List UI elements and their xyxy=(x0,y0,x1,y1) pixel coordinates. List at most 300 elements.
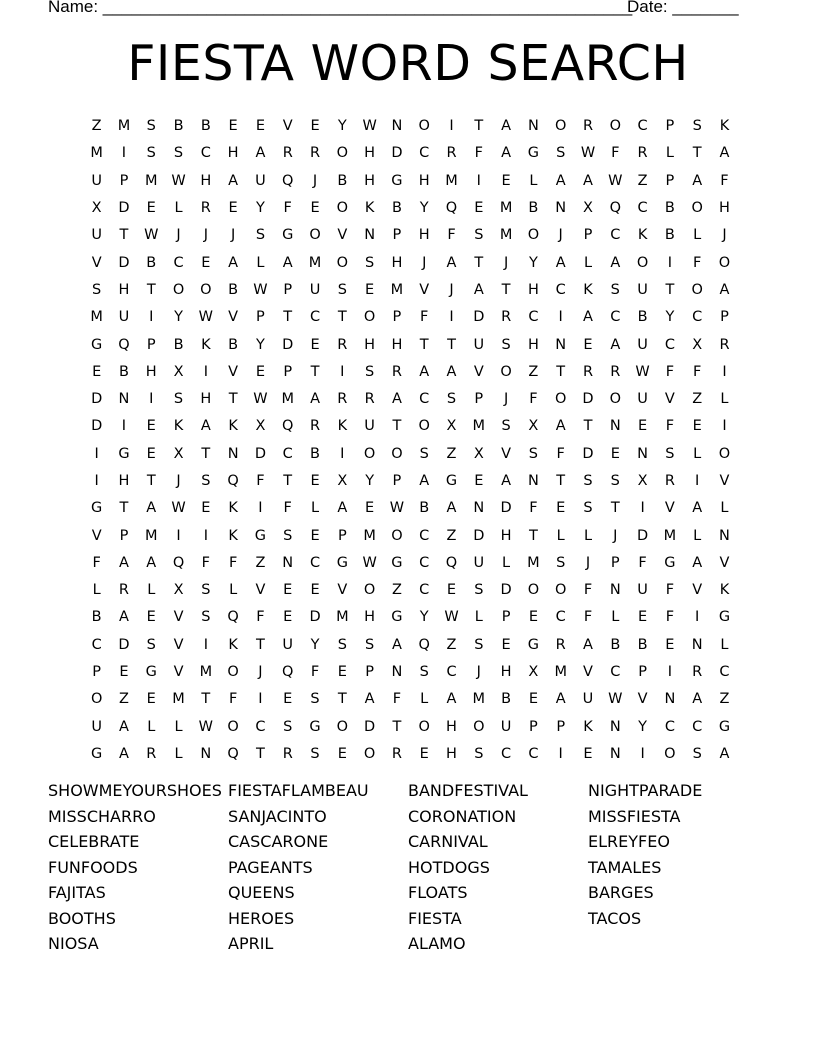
grid-letter: O xyxy=(718,445,731,462)
grid-letter: P xyxy=(92,664,102,681)
grid-letter: B xyxy=(228,281,239,298)
grid-letter: F xyxy=(638,554,647,571)
grid-letter: S xyxy=(501,336,511,353)
grid-letter: G xyxy=(91,745,103,762)
grid-letter: D xyxy=(254,445,267,462)
grid-letter: A xyxy=(310,391,320,408)
grid-letter: E xyxy=(283,609,293,626)
word-list-item: QUEENS xyxy=(228,883,295,902)
grid-letter: G xyxy=(527,636,540,653)
grid-row xyxy=(83,577,743,604)
grid-letter: L xyxy=(529,172,538,189)
grid-letter: B xyxy=(173,118,184,135)
grid-row xyxy=(83,714,743,741)
grid-letter: M xyxy=(90,309,103,326)
name-field-label: Name: ________________________________________________________ xyxy=(48,0,633,16)
grid-letter: X xyxy=(637,473,648,489)
grid-letter: I xyxy=(667,664,673,681)
grid-letter: T xyxy=(201,445,211,462)
grid-letter: Z xyxy=(391,582,402,599)
letter-grid xyxy=(83,113,743,768)
grid-letter: M xyxy=(472,418,486,435)
grid-letter: A xyxy=(610,336,621,353)
grid-letter: R xyxy=(555,636,566,653)
grid-letter: G xyxy=(527,145,540,162)
grid-letter: F xyxy=(201,554,210,571)
grid-row xyxy=(83,277,743,304)
grid-letter: J xyxy=(476,664,481,681)
grid-letter: S xyxy=(556,554,566,571)
grid-row xyxy=(83,413,743,440)
grid-letter: S xyxy=(283,718,293,735)
date-field-label: Date: _______ xyxy=(627,0,739,16)
grid-letter: M xyxy=(117,118,131,135)
grid-letter: R xyxy=(391,745,402,762)
word-list-item: TACOS xyxy=(588,908,642,928)
grid-letter: J xyxy=(258,664,263,681)
grid-letter: W xyxy=(444,609,459,626)
grid-letter: C xyxy=(528,309,539,326)
grid-letter: V xyxy=(282,118,293,135)
grid-letter: I xyxy=(722,418,727,435)
grid-letter: I xyxy=(340,445,345,462)
grid-letter: U xyxy=(500,718,512,735)
grid-letter: A xyxy=(692,554,703,571)
grid-letter: A xyxy=(118,718,129,735)
grid-letter: T xyxy=(337,691,347,708)
grid-letter: U xyxy=(637,281,648,298)
grid-letter: W xyxy=(171,500,186,517)
grid-letter: R xyxy=(337,391,348,408)
grid-letter: X xyxy=(446,418,457,435)
grid-letter: E xyxy=(638,418,648,435)
grid-letter: S xyxy=(146,118,156,135)
grid-letter: A xyxy=(501,118,512,135)
grid-letter: R xyxy=(282,145,293,162)
grid-letter: I xyxy=(640,745,645,762)
grid-letter: T xyxy=(692,145,702,162)
grid-letter: T xyxy=(392,718,402,735)
grid-letter: T xyxy=(310,363,320,380)
grid-letter: S xyxy=(173,391,184,408)
word-column xyxy=(228,778,408,957)
grid-letter: W xyxy=(608,172,623,189)
grid-letter: X xyxy=(583,200,593,217)
grid-letter: B xyxy=(200,118,211,135)
grid-letter: U xyxy=(473,554,485,571)
grid-letter: U xyxy=(91,227,102,244)
grid-letter: V xyxy=(228,363,239,380)
grid-letter: R xyxy=(719,336,730,353)
grid-letter: I xyxy=(449,118,454,135)
grid-letter: Q xyxy=(609,200,621,217)
grid-letter: O xyxy=(336,718,349,735)
grid-row xyxy=(83,468,743,495)
grid-letter: C xyxy=(610,309,621,326)
grid-letter: E xyxy=(228,200,238,217)
grid-letter: T xyxy=(474,254,484,271)
grid-letter: L xyxy=(229,582,238,599)
grid-letter: T xyxy=(528,527,538,544)
grid-letter: N xyxy=(527,473,539,489)
grid-letter: T xyxy=(665,281,675,298)
grid-letter: U xyxy=(118,309,130,326)
grid-letter: S xyxy=(201,609,211,626)
grid-letter: Z xyxy=(719,691,730,708)
grid-letter: S xyxy=(201,582,211,599)
grid-letter: E xyxy=(146,609,156,626)
grid-letter: F xyxy=(283,500,292,517)
grid-letter: B xyxy=(664,200,675,217)
grid-letter: B xyxy=(664,227,675,244)
word-list-item: BOOTHS xyxy=(48,908,116,928)
grid-letter: T xyxy=(556,363,566,380)
grid-letter: P xyxy=(392,227,402,244)
grid-letter: S xyxy=(474,582,484,599)
grid-row xyxy=(83,686,743,713)
grid-letter: P xyxy=(529,718,538,735)
grid-letter: B xyxy=(228,336,239,353)
grid-letter: T xyxy=(283,309,293,326)
grid-letter: I xyxy=(640,500,645,517)
grid-row xyxy=(83,195,743,222)
grid-letter: O xyxy=(636,254,649,271)
grid-letter: R xyxy=(309,145,321,162)
grid-letter: K xyxy=(583,718,593,735)
grid-letter: F xyxy=(256,609,265,626)
grid-letter: A xyxy=(282,254,293,271)
grid-letter: M xyxy=(663,527,677,544)
grid-letter: C xyxy=(637,118,648,135)
grid-letter: C xyxy=(255,718,266,735)
grid-letter: T xyxy=(119,227,129,244)
word-list-item: ELREYFEO xyxy=(588,832,670,851)
grid-letter: Z xyxy=(91,118,102,135)
grid-letter: M xyxy=(390,281,404,298)
word-list-item: FIESTA xyxy=(408,908,462,928)
grid-letter: F xyxy=(665,418,675,435)
grid-letter: O xyxy=(336,145,349,162)
grid-letter: M xyxy=(144,172,158,189)
grid-row xyxy=(83,113,743,140)
grid-letter: A xyxy=(419,363,430,380)
grid-letter: E xyxy=(501,172,511,189)
grid-letter: F xyxy=(665,363,675,380)
grid-letter: Q xyxy=(227,473,239,489)
word-list-item: MISSCHARRO xyxy=(48,806,156,826)
grid-row xyxy=(83,168,743,195)
grid-letter: I xyxy=(558,745,563,762)
grid-letter: E xyxy=(310,200,320,217)
grid-letter: O xyxy=(609,118,621,135)
grid-letter: U xyxy=(582,691,594,708)
grid-letter: K xyxy=(228,636,238,653)
grid-letter: H xyxy=(145,363,157,380)
grid-letter: G xyxy=(118,445,130,462)
grid-letter: K xyxy=(228,527,238,544)
grid-letter: A xyxy=(446,500,457,517)
grid-letter: P xyxy=(119,527,129,544)
grid-letter: U xyxy=(282,636,294,653)
grid-letter: K xyxy=(201,336,211,353)
grid-letter: U xyxy=(364,418,375,435)
word-list-item: ALAMO xyxy=(408,934,466,953)
grid-letter: L xyxy=(256,254,265,271)
grid-letter: S xyxy=(583,500,593,517)
grid-letter: I xyxy=(695,473,700,489)
grid-letter: T xyxy=(201,691,211,708)
grid-row xyxy=(83,331,743,358)
grid-letter: S xyxy=(665,445,675,462)
grid-letter: L xyxy=(502,554,511,571)
grid-letter: O xyxy=(500,363,512,380)
grid-letter: A xyxy=(473,281,484,298)
grid-letter: L xyxy=(611,609,620,626)
grid-row xyxy=(83,522,743,549)
grid-letter: M xyxy=(172,691,185,708)
grid-letter: O xyxy=(363,309,376,326)
word-column xyxy=(588,778,768,957)
grid-letter: L xyxy=(92,582,101,599)
grid-letter: J xyxy=(176,473,181,489)
grid-row xyxy=(83,304,743,331)
grid-letter: M xyxy=(527,554,540,571)
grid-letter: C xyxy=(419,554,430,571)
grid-letter: I xyxy=(176,527,181,544)
grid-letter: I xyxy=(558,309,563,326)
grid-letter: N xyxy=(609,718,621,735)
grid-letter: V xyxy=(228,309,239,326)
grid-letter: D xyxy=(473,309,485,326)
grid-letter: E xyxy=(255,363,266,380)
grid-letter: R xyxy=(118,582,129,599)
grid-letter: C xyxy=(664,718,675,735)
grid-letter: E xyxy=(365,500,375,517)
grid-letter: Q xyxy=(282,664,294,681)
grid-letter: A xyxy=(692,691,703,708)
grid-letter: A xyxy=(610,254,621,271)
grid-letter: I xyxy=(667,254,673,271)
word-list-item: HEROES xyxy=(228,908,295,928)
grid-letter: C xyxy=(664,336,675,353)
grid-letter: S xyxy=(337,281,347,298)
grid-letter: F xyxy=(693,254,702,271)
grid-letter: X xyxy=(255,418,266,435)
grid-letter: T xyxy=(474,118,484,135)
word-list-item: NIOSA xyxy=(48,934,99,953)
grid-letter: H xyxy=(227,145,239,162)
grid-letter: K xyxy=(637,227,648,244)
grid-letter: O xyxy=(336,200,349,217)
grid-letter: J xyxy=(449,281,454,298)
grid-letter: T xyxy=(283,473,293,489)
grid-letter: F xyxy=(228,691,238,708)
grid-letter: V xyxy=(91,527,102,544)
grid-letter: D xyxy=(500,582,512,599)
grid-letter: G xyxy=(718,609,731,626)
grid-letter: F xyxy=(529,500,538,517)
grid-letter: E xyxy=(146,691,156,708)
grid-letter: E xyxy=(119,664,129,681)
grid-letter: D xyxy=(473,527,485,544)
grid-letter: M xyxy=(308,254,322,271)
grid-letter: H xyxy=(391,254,403,271)
grid-letter: A xyxy=(391,636,402,653)
grid-letter: O xyxy=(554,391,567,408)
grid-letter: D xyxy=(118,636,130,653)
grid-letter: A xyxy=(501,473,512,489)
grid-letter: Y xyxy=(256,200,265,217)
grid-letter: H xyxy=(391,336,403,353)
grid-letter: A xyxy=(391,391,402,408)
grid-letter: R xyxy=(337,336,348,353)
grid-letter: V xyxy=(692,582,703,599)
word-list-item: MISSFIESTA xyxy=(588,806,681,826)
grid-letter: C xyxy=(528,745,539,762)
grid-letter: X xyxy=(337,473,348,489)
grid-letter: U xyxy=(473,336,485,353)
word-list-item: FAJITAS xyxy=(48,883,106,902)
grid-letter: X xyxy=(173,445,184,462)
grid-letter: K xyxy=(173,418,184,435)
grid-letter: N xyxy=(200,745,212,762)
grid-letter: C xyxy=(446,664,457,681)
grid-letter: V xyxy=(664,391,675,408)
grid-letter: A xyxy=(446,254,457,271)
grid-letter: K xyxy=(364,200,375,217)
grid-letter: L xyxy=(310,500,320,517)
word-list-item: BANDFESTIVAL xyxy=(408,781,528,800)
grid-letter: S xyxy=(365,636,375,653)
grid-letter: C xyxy=(501,745,512,762)
grid-letter: Q xyxy=(118,336,130,353)
grid-letter: V xyxy=(473,363,484,380)
grid-letter: Z xyxy=(446,527,457,544)
grid-letter: L xyxy=(420,691,429,708)
grid-letter: E xyxy=(146,445,156,462)
grid-letter: Y xyxy=(419,200,429,217)
grid-letter: P xyxy=(256,309,265,326)
grid-letter: Y xyxy=(528,254,538,271)
grid-letter: T xyxy=(146,473,156,489)
grid-letter: M xyxy=(281,391,294,408)
grid-letter: O xyxy=(691,200,703,217)
grid-letter: H xyxy=(200,172,212,189)
grid-letter: N xyxy=(609,418,621,435)
grid-letter: T xyxy=(583,418,593,435)
grid-letter: T xyxy=(610,500,620,517)
grid-letter: E xyxy=(146,418,156,435)
grid-letter: E xyxy=(501,636,511,653)
grid-letter: C xyxy=(719,664,730,681)
grid-letter: V xyxy=(91,254,102,271)
grid-letter: E xyxy=(365,281,375,298)
grid-letter: S xyxy=(310,691,320,708)
word-list-item: SANJACINTO xyxy=(228,806,327,826)
grid-letter: G xyxy=(91,500,103,517)
grid-letter: L xyxy=(693,445,702,462)
grid-letter: O xyxy=(227,664,239,681)
grid-letter: M xyxy=(363,527,376,544)
grid-letter: A xyxy=(364,691,375,708)
grid-letter: O xyxy=(418,118,430,135)
grid-letter: H xyxy=(364,609,376,626)
grid-letter: B xyxy=(337,172,348,189)
grid-letter: E xyxy=(310,582,320,599)
grid-letter: O xyxy=(309,227,321,244)
grid-letter: E xyxy=(474,473,484,489)
grid-row xyxy=(83,659,743,686)
grid-letter: P xyxy=(392,309,402,326)
grid-letter: Q xyxy=(227,745,239,762)
word-list xyxy=(48,778,768,957)
grid-letter: Q xyxy=(282,172,294,189)
grid-letter: B xyxy=(91,609,102,626)
grid-letter: Y xyxy=(174,309,183,326)
grid-letter: V xyxy=(255,582,266,599)
grid-letter: D xyxy=(391,145,403,162)
grid-letter: G xyxy=(391,609,403,626)
grid-letter: P xyxy=(610,554,620,571)
grid-letter: B xyxy=(637,309,648,326)
grid-letter: L xyxy=(720,500,729,517)
grid-letter: A xyxy=(555,691,566,708)
grid-letter: R xyxy=(582,363,594,380)
grid-letter: O xyxy=(363,445,376,462)
grid-letter: P xyxy=(638,664,647,681)
grid-letter: C xyxy=(200,145,211,162)
grid-letter: O xyxy=(200,281,212,298)
grid-letter: L xyxy=(583,527,593,544)
grid-letter: D xyxy=(309,609,321,626)
grid-letter: K xyxy=(337,418,348,435)
grid-letter: L xyxy=(665,145,674,162)
grid-letter: F xyxy=(447,227,456,244)
grid-letter: Z xyxy=(692,391,703,408)
grid-letter: W xyxy=(253,281,268,298)
grid-letter: N xyxy=(527,118,539,135)
grid-letter: M xyxy=(199,664,213,681)
grid-letter: H xyxy=(418,227,430,244)
grid-letter: F xyxy=(256,473,265,489)
grid-letter: C xyxy=(309,309,321,326)
grid-letter: N xyxy=(719,527,730,544)
grid-letter: J xyxy=(558,227,563,244)
grid-letter: G xyxy=(445,473,458,489)
grid-letter: E xyxy=(310,336,320,353)
grid-letter: N xyxy=(364,227,376,244)
grid-letter: S xyxy=(528,445,538,462)
grid-letter: B xyxy=(118,363,129,380)
grid-letter: F xyxy=(228,554,238,571)
grid-letter: X xyxy=(91,200,102,217)
grid-letter: Q xyxy=(445,200,458,217)
grid-letter: X xyxy=(173,363,184,380)
grid-letter: E xyxy=(283,691,293,708)
grid-letter: P xyxy=(665,172,675,189)
grid-letter: A xyxy=(146,500,157,517)
grid-letter: P xyxy=(392,473,402,489)
grid-letter: T xyxy=(447,336,456,353)
word-list-item: FUNFOODS xyxy=(48,857,138,877)
grid-letter: U xyxy=(637,582,648,599)
grid-letter: E xyxy=(337,664,347,681)
grid-letter: V xyxy=(173,609,184,626)
grid-letter: I xyxy=(149,309,154,326)
grid-letter: F xyxy=(583,582,593,599)
grid-letter: F xyxy=(693,363,702,380)
grid-letter: W xyxy=(198,309,213,326)
